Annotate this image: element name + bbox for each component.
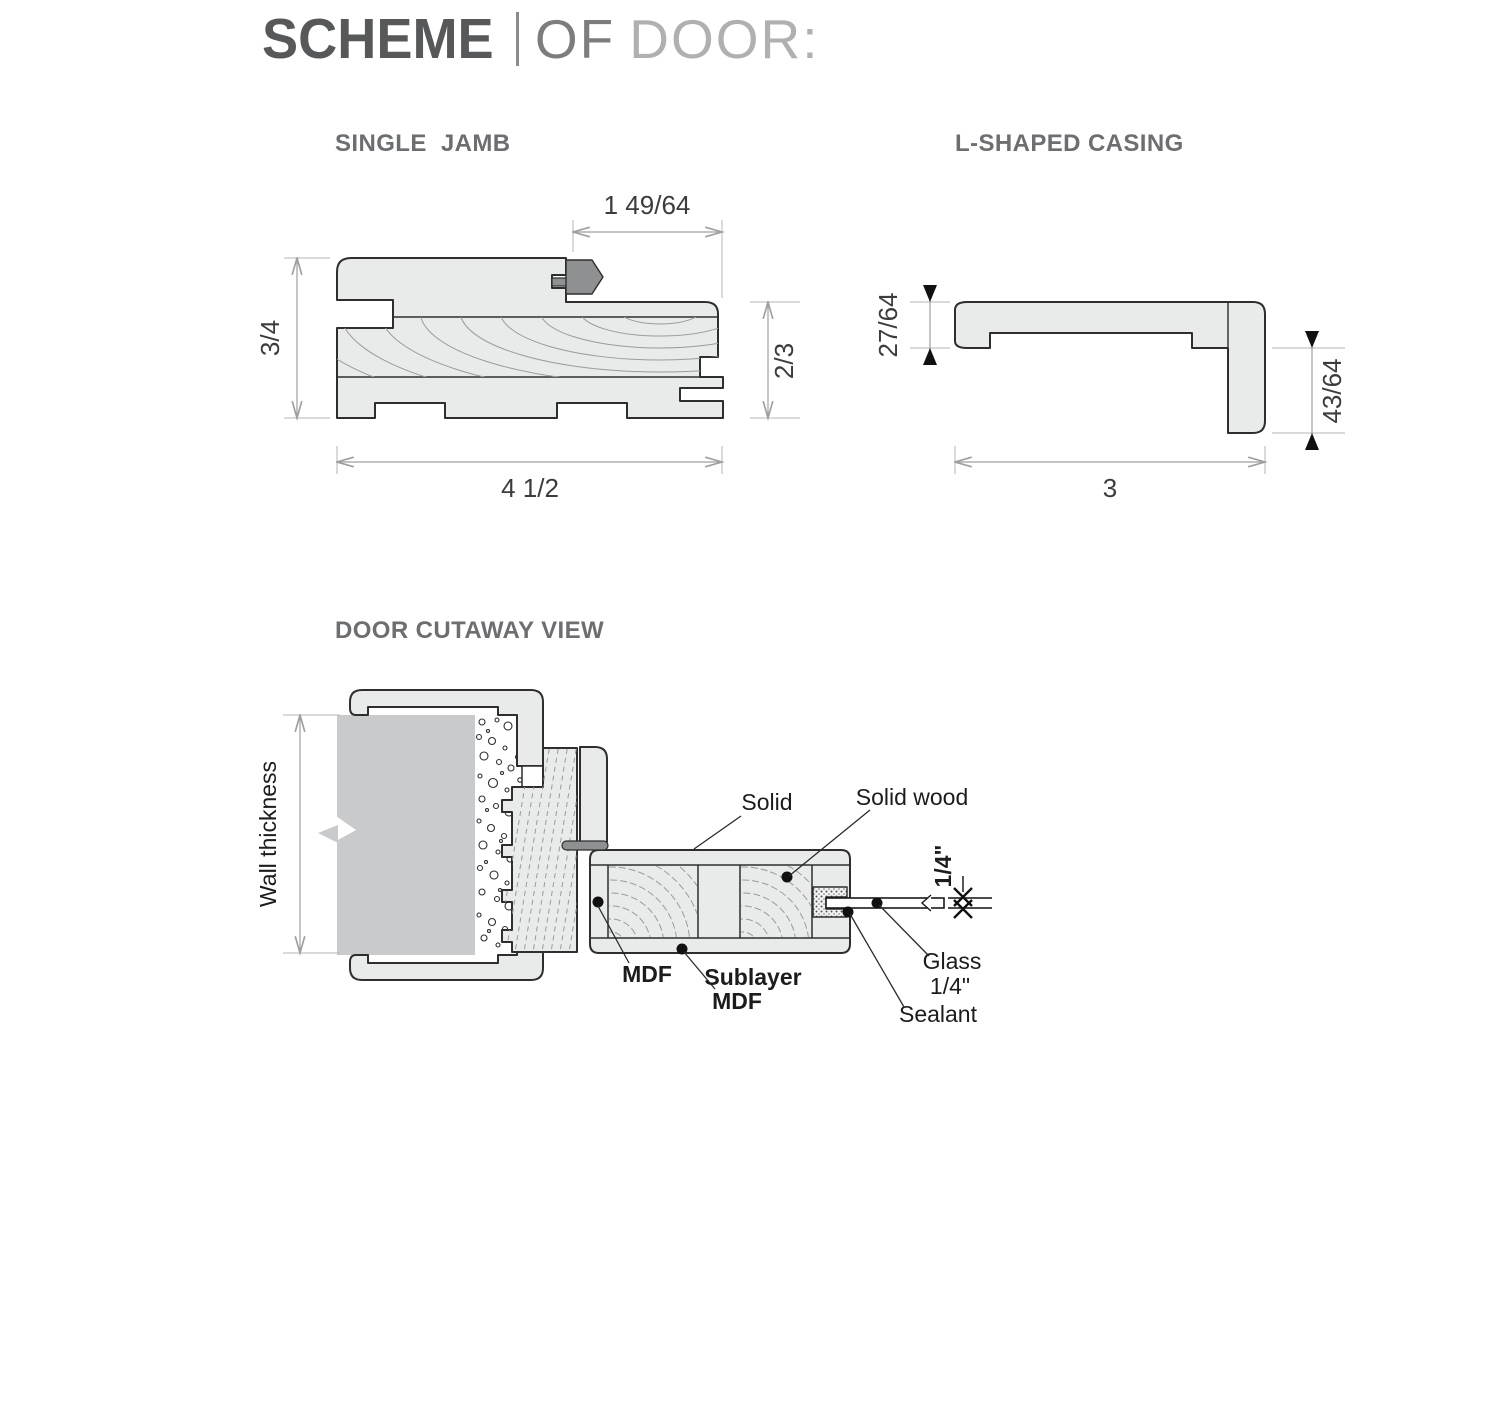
page-title: [262, 0, 820, 78]
l-shaped-casing-drawing: [860, 270, 1380, 520]
dim-jamb-right: [750, 302, 800, 418]
glass-label-line1: Glass: [922, 948, 982, 974]
dim-casing-width-value: 3: [1102, 473, 1118, 503]
page-title-primary: SCHEME: [262, 7, 494, 71]
single-jamb-drawing: [250, 185, 830, 515]
title-divider: [516, 12, 519, 66]
door-cutaway-drawing: [230, 640, 1060, 1060]
solid-label: Solid: [741, 789, 793, 815]
dim-jamb-left: [255, 258, 330, 418]
dim-casing-thickness: [873, 285, 950, 365]
wall-thickness-label: Wall thickness: [255, 760, 281, 908]
dim-casing-leg: [1272, 331, 1347, 450]
sealant-label: Sealant: [898, 1001, 978, 1027]
glass-label-line2: 1/4": [929, 973, 971, 999]
dim-casing-leg-value: 43/64: [1317, 358, 1347, 424]
leader-solid: [694, 816, 741, 849]
door-stop: [580, 747, 607, 842]
door-cutaway-title: DOOR CUTAWAY VIEW: [335, 617, 605, 644]
sublayer-label-line1: Sublayer: [704, 964, 802, 990]
dot-sublayer: [677, 944, 688, 955]
dim-jamb-left-value: 3/4: [255, 319, 285, 357]
wall-section: [318, 715, 475, 955]
dim-casing-width: [955, 446, 1265, 503]
dim-jamb-right-value: 2/3: [769, 342, 799, 380]
single-jamb-title: SINGLE JAMB: [335, 130, 511, 157]
dim-jamb-width: [337, 446, 722, 503]
dim-casing-thickness-value: 27/64: [873, 292, 903, 358]
page-title-secondary: OF: [534, 8, 616, 70]
dim-glass-thickness-value: 1/4": [930, 844, 956, 888]
sublayer-label-line2: MDF: [712, 988, 762, 1014]
casing-profile: [955, 302, 1265, 433]
leader-glass: [879, 905, 929, 956]
page-title-tertiary: DOOR:: [629, 8, 820, 70]
seal-gasket: [562, 841, 608, 850]
dim-jamb-rabbet-value: 1 49/64: [603, 190, 691, 220]
l-shaped-casing-title: L-SHAPED CASING: [955, 130, 1184, 157]
dim-jamb-width-value: 4 1/2: [501, 473, 559, 503]
mdf-label: MDF: [622, 961, 672, 987]
solid-wood-label: Solid wood: [855, 784, 969, 810]
leader-sealant: [850, 914, 904, 1007]
dot-mdf: [593, 897, 604, 908]
dot-solid-wood: [782, 872, 793, 883]
dot-sealant: [843, 907, 854, 918]
